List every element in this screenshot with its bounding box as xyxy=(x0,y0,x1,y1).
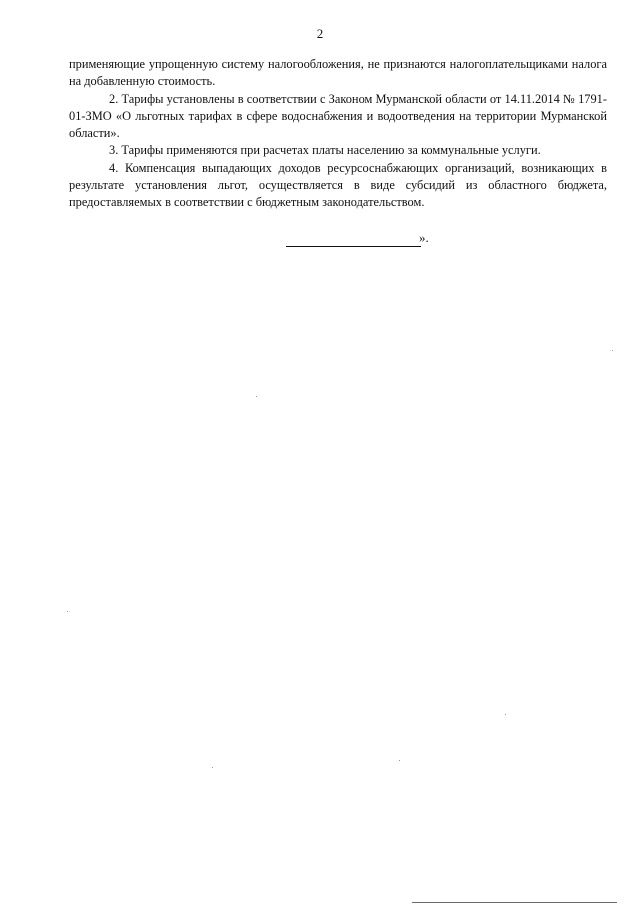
scan-speck xyxy=(212,767,213,768)
scan-speck xyxy=(399,760,400,761)
blank-line xyxy=(286,232,421,247)
scan-speck xyxy=(67,611,68,612)
closing-quote: ». xyxy=(419,230,429,245)
paragraph-continuation: применяющие упрощенную систему налогообложения, не признаются налогоплательщиками налога на добавленную стоимость. xyxy=(69,57,607,89)
scan-speck xyxy=(256,396,257,397)
scan-speck xyxy=(505,714,506,715)
document-body xyxy=(69,56,607,212)
scan-speck xyxy=(612,350,613,351)
paragraph-tariffs-law: 2. Тарифы установлены в соответствии с Законом Мурманской области от 14.11.2014 № 1791-01-ЗМО «О льготных тарифах в сфере водоснабжения и водоотведения на территории Мурманской области». xyxy=(69,91,607,141)
scan-edge-line xyxy=(412,902,617,903)
page-number: 2 xyxy=(316,26,324,41)
paragraph-tariffs-application: 3. Тарифы применяются при расчетах платы населению за коммунальные услуги. xyxy=(109,143,541,158)
paragraph-compensation: 4. Компенсация выпадающих доходов ресурсоснабжающих организаций, возникающих в результате установления льгот, осуществляется в виде субсидий из областного бюджета, предоставляемых в соответствии с бюджетным законодательством. xyxy=(69,160,607,210)
